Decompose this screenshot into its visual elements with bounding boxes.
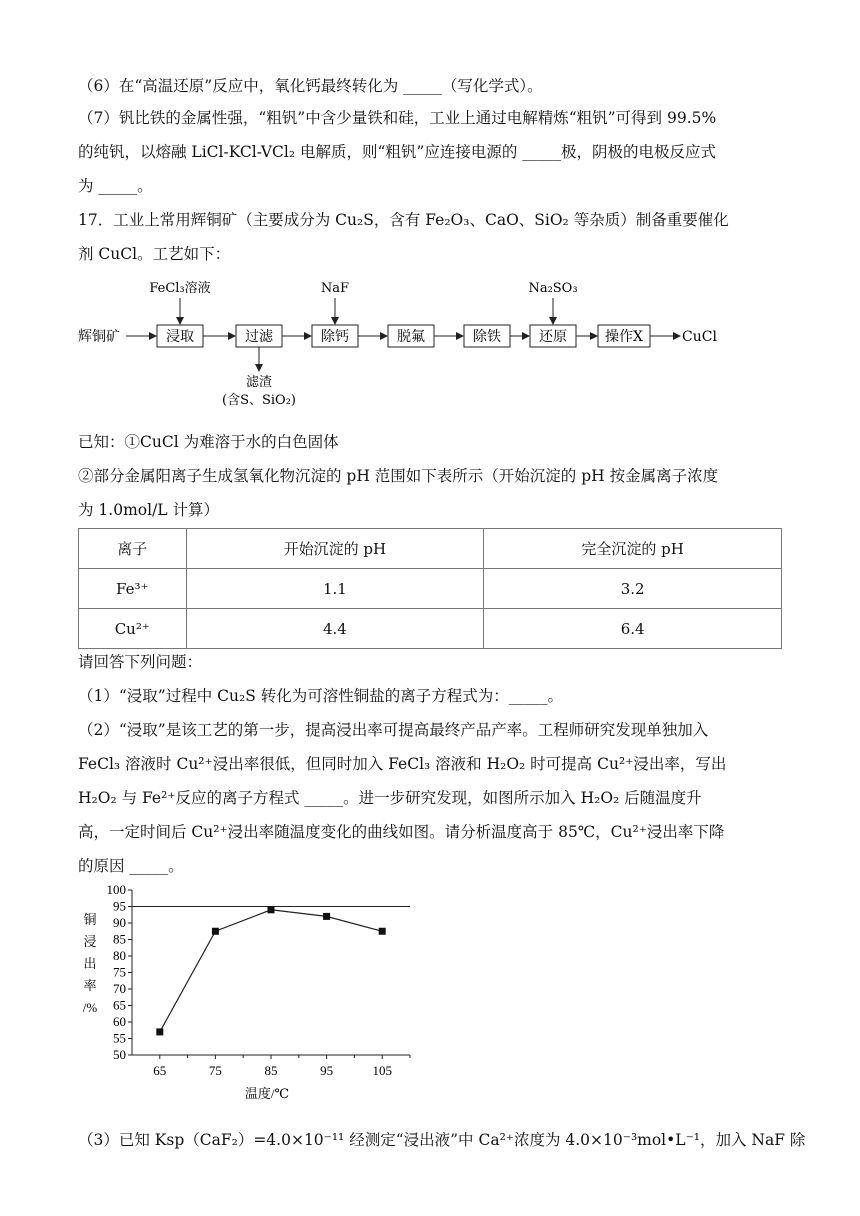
table-cell: 3.2 xyxy=(484,569,782,609)
y-tick-label: 75 xyxy=(113,964,126,980)
y-axis-label-char: 率 xyxy=(83,978,97,993)
y-axis-label-char: 铜 xyxy=(83,912,97,927)
x-tick-label: 95 xyxy=(320,1063,334,1078)
flow-step-5-label: 除铁 xyxy=(473,329,501,345)
known-1: 已知：①CuCl 为难溶于水的白色固体 xyxy=(78,433,339,451)
known-2-line-1: ②部分金属阳离子生成氢氧化物沉淀的 pH 范围如下表所示（开始沉淀的 pH 按金属离子浓度 xyxy=(78,467,719,485)
y-tick-label: 70 xyxy=(113,981,126,996)
y-tick-label: 85 xyxy=(113,931,126,947)
y-tick-label: 80 xyxy=(113,948,126,963)
table-header: 开始沉淀的 pH xyxy=(186,529,484,569)
y-axis-label-char: /% xyxy=(82,1000,98,1015)
residue-label: 滤渣 xyxy=(245,375,273,390)
flow-step-3-label: 除钙 xyxy=(321,329,349,345)
data-point xyxy=(323,913,330,920)
y-axis-label-char: 浸 xyxy=(83,934,97,949)
data-point xyxy=(379,928,386,935)
table-cell: 4.4 xyxy=(186,609,484,649)
flow-step-7-label: 操作X xyxy=(605,329,643,345)
table-cell: Cu²⁺ xyxy=(79,609,187,649)
flow-step-1-label: 浸取 xyxy=(166,329,194,345)
ph-table xyxy=(78,528,782,649)
table-row xyxy=(79,569,782,609)
y-axis-label-char: 出 xyxy=(83,956,97,971)
reagent-naf: NaF xyxy=(320,281,350,296)
y-tick-label: 65 xyxy=(113,997,126,1013)
y-tick-label: 55 xyxy=(113,1030,126,1046)
residue-composition: (含S、SiO₂) xyxy=(222,393,296,408)
series-line xyxy=(160,910,382,1032)
questions-intro: 请回答下列问题： xyxy=(78,653,203,671)
question-1: （1）“浸取”过程中 Cu₂S 转化为可溶性铜盐的离子方程式为：_____。 xyxy=(78,687,563,705)
y-tick-label: 60 xyxy=(113,1014,126,1029)
flow-step-2-label: 过滤 xyxy=(245,329,273,345)
known-2-line-2: 为 1.0mol/L 计算） xyxy=(78,501,220,519)
reagent-fecl3: FeCl₃溶液 xyxy=(149,281,211,296)
x-tick-label: 105 xyxy=(372,1063,392,1078)
x-axis-label: 温度/℃ xyxy=(244,1086,290,1101)
data-point xyxy=(268,906,275,913)
x-tick-label: 65 xyxy=(153,1063,167,1078)
question-7-line-2: 的纯钒，以熔融 LiCl-KCl-VCl₂ 电解质，则“粗钒”应连接电源的 _____极，阴极的电极反应式 xyxy=(78,143,716,161)
x-tick-label: 85 xyxy=(264,1063,278,1078)
flow-step-4-label: 脱氟 xyxy=(397,329,425,345)
question-2-line-2: FeCl₃ 溶液时 Cu²⁺浸出率很低，但同时加入 FeCl₃ 溶液和 H₂O₂ 时可提高 Cu²⁺浸出率，写出 xyxy=(78,755,727,773)
question-6: （6）在“高温还原”反应中，氧化钙最终转化为 _____（写化学式）。 xyxy=(78,77,543,95)
table-cell: 1.1 xyxy=(186,569,484,609)
chart-svg xyxy=(72,874,422,1106)
y-tick-label: 50 xyxy=(113,1047,126,1062)
table-header-row xyxy=(79,529,782,569)
leaching-rate-chart xyxy=(72,874,422,1106)
y-tick-label: 90 xyxy=(113,915,126,930)
flow-step-6-label: 还原 xyxy=(539,329,567,345)
question-2-line-3: H₂O₂ 与 Fe²⁺反应的离子方程式 _____。进一步研究发现，如图所示加入 H₂O₂ 后随温度升 xyxy=(78,789,702,807)
flow-start-label: 辉铜矿 xyxy=(78,329,120,345)
x-tick-label: 75 xyxy=(208,1063,222,1078)
question-2-line-4: 高，一定时间后 Cu²⁺浸出率随温度变化的曲线如图。请分析温度高于 85℃，Cu²⁺浸出率下降 xyxy=(78,823,725,841)
y-tick-label: 95 xyxy=(113,898,126,914)
question-17-line-2: 剂 CuCl。工艺如下： xyxy=(78,245,231,263)
question-7-line-1: （7）钒比铁的金属性强，“粗钒”中含少量铁和硅，工业上通过电解精炼“粗钒”可得到 99.5% xyxy=(78,109,717,127)
table-header: 离子 xyxy=(79,529,187,569)
table-cell: 6.4 xyxy=(484,609,782,649)
table-cell: Fe³⁺ xyxy=(79,569,187,609)
question-3: （3）已知 Ksp（CaF₂）=4.0×10⁻¹¹ 经测定“浸出液”中 Ca²⁺浓度为 4.0×10⁻³mol•L⁻¹，加入 NaF 除 xyxy=(78,1131,806,1149)
data-point xyxy=(156,1028,163,1035)
data-point xyxy=(212,928,219,935)
table-row xyxy=(79,609,782,649)
question-7-line-3: 为 _____。 xyxy=(78,177,153,195)
question-17-line-1: 17．工业上常用辉铜矿（主要成分为 Cu₂S，含有 Fe₂O₃、CaO、SiO₂ 等杂质）制备重要催化 xyxy=(78,211,729,229)
flow-end-label: CuCl xyxy=(682,329,717,345)
reagent-na2so3: Na₂SO₃ xyxy=(528,281,578,296)
question-2-line-1: （2）“浸取”是该工艺的第一步，提高浸出率可提高最终产品产率。工程师研究发现单独加入 xyxy=(78,721,709,739)
y-tick-label: 100 xyxy=(106,882,126,897)
process-flow-diagram xyxy=(78,272,758,422)
question-2-line-5: 的原因 _____。 xyxy=(78,857,184,875)
table-header: 完全沉淀的 pH xyxy=(484,529,782,569)
